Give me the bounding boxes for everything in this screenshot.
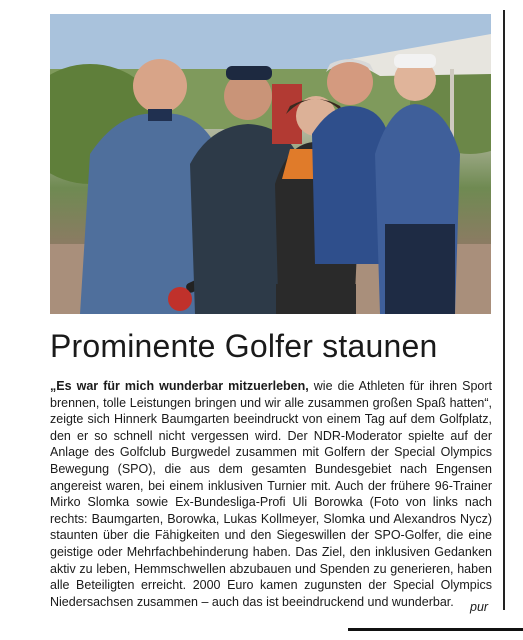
article-lead: „Es war für mich wunderbar mitzuerleben,	[50, 379, 309, 393]
author-signature: pur	[470, 600, 489, 614]
group-photo-illustration	[50, 14, 491, 314]
bottom-rule	[348, 628, 523, 631]
article-text: wie die Athleten für ihren Sport brennen, tolle Leistungen bringen und wir alle zusammen großen Spaß hatten“, zeigte sich Hinnerk Baumgarten beeindruckt von einem Tag auf dem Golfplatz, den er so schnell nicht vergessen wird. Der NDR-Moderator spielte auf der Anlage des Golfclub Burgwedel zusammen mit Golfern der Special Olympics Bewegung (SPO), die aus dem gesamten Bundesgebiet nach Engensen angereist waren, bei einem inklusiven Turnier mit. Auch der frühere 96-Trainer Mirko Slomka sowie Ex-Bundesliga-Profi Uli Borowka (Foto von links nach rechts: Baumgarten, Borowka, Lukas Kollmeyer, Slomka und Alexandros Nycz) staunten über die Fähigkeiten und den Siegeswillen der SPO-Golfer, die eine geistige oder Mehrfachbehinderung haben. Das Ziel, den inklusiven Gedanken aktiv zu leben, Hemmschwellen abzubauen und Spenden zu generieren, haben alle Beteiligten erreicht. 2000 Euro kamen zugunsten der Special Olympics Niedersachsen zusammen – auch das ist beeindruckend und wunderbar.	[50, 379, 492, 609]
article-headline: Prominente Golfer staunen	[50, 328, 438, 364]
article-body	[50, 378, 492, 610]
column-rule	[503, 10, 505, 610]
group-photo	[50, 14, 491, 314]
